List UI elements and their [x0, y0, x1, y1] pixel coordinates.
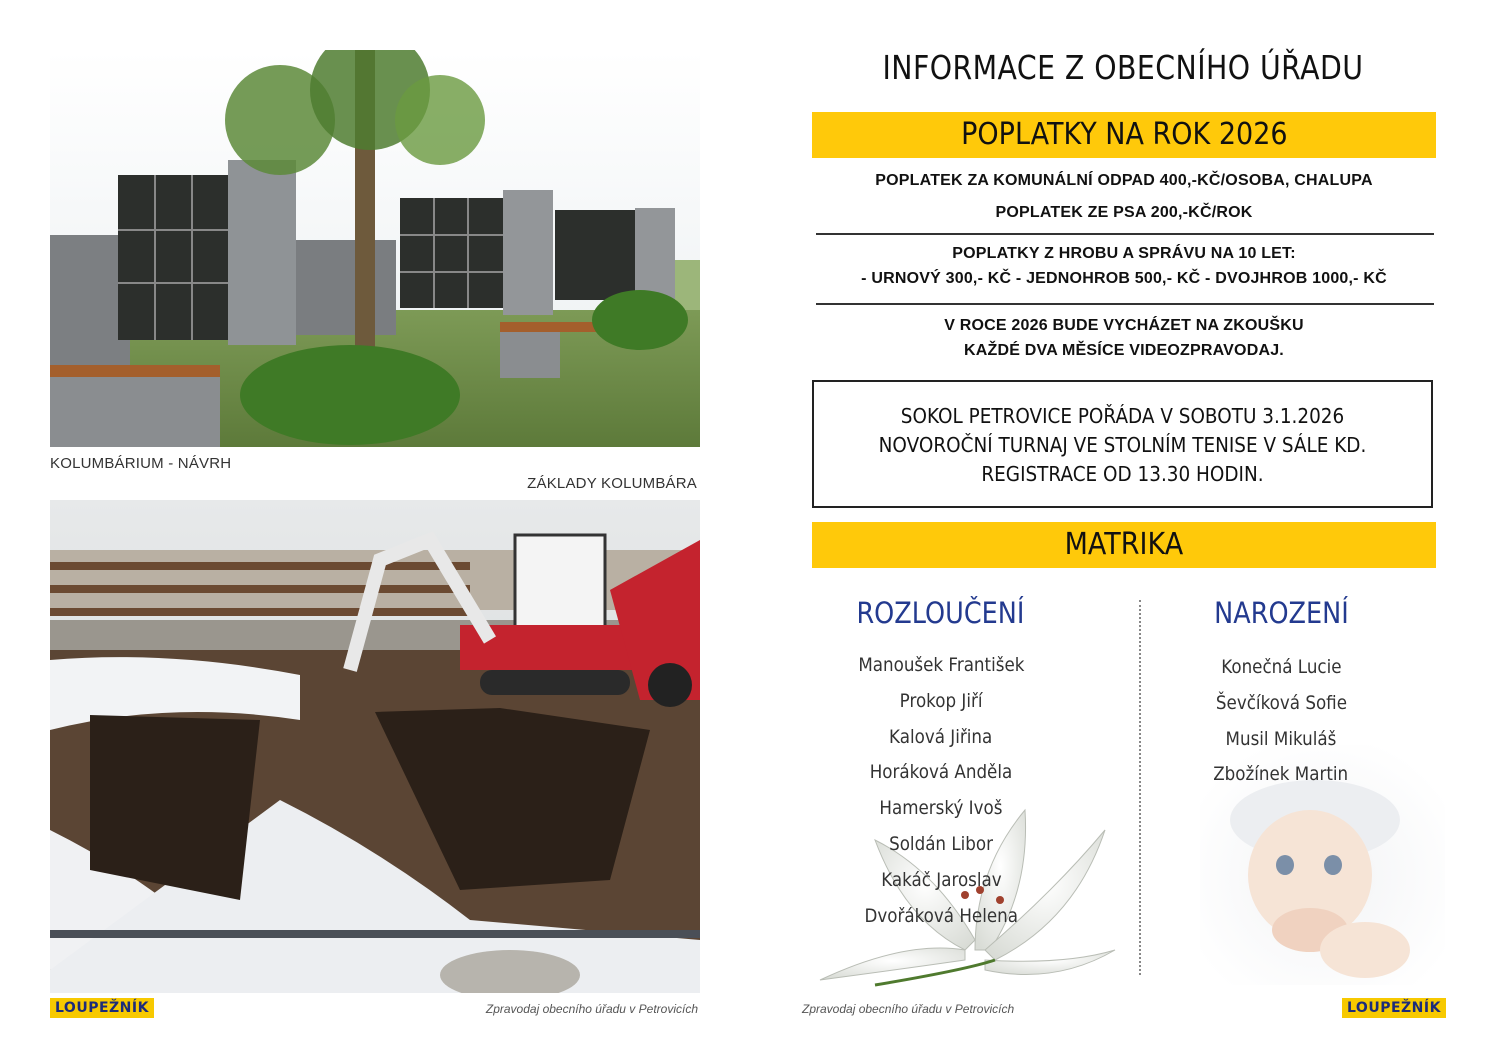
list-item: Musil Mikuláš	[1225, 727, 1337, 750]
fee-grave-heading: POPLATKY Z HROBU A SPRÁVU NA 10 LET:	[952, 245, 1296, 262]
brand-logo: LOUPEŽNÍK	[50, 998, 154, 1018]
columbarium-caption: KOLUMBÁRIUM - NÁVRH	[50, 455, 232, 472]
matrika-heading: MATRIKA	[1064, 527, 1184, 562]
video-news-note-line2: KAŽDÉ DVA MĚSÍCE VIDEOZPRAVODAJ.	[964, 342, 1284, 359]
list-item: Hamerský Ivoš	[879, 797, 1003, 820]
fee-waste: POPLATEK ZA KOMUNÁLNÍ ODPAD 400,-KČ/OSOBA, CHALUPA	[875, 172, 1373, 189]
page-footer: Zpravodaj obecního úřadu v Petrovicích	[485, 1002, 698, 1016]
births-list	[1131, 653, 1431, 796]
brand-logo: LOUPEŽNÍK	[1342, 998, 1446, 1018]
foundation-caption: ZÁKLADY KOLUMBÁRA	[527, 475, 697, 492]
event-line: REGISTRACE OD 13.30 HODIN.	[981, 462, 1264, 486]
list-item: Kakáč Jaroslav	[880, 868, 1002, 891]
event-line: SOKOL PETROVICE POŘÁDA V SOBOTU 3.1.2026	[900, 404, 1345, 428]
matrika-heading-bar	[812, 522, 1436, 568]
event-line: NOVOROČNÍ TURNAJ VE STOLNÍM TENISE V SÁLE KD.	[878, 433, 1367, 457]
deaths-heading	[790, 596, 1090, 630]
list-item: Ševčíková Sofie	[1215, 691, 1347, 714]
fees-heading-bar	[812, 112, 1436, 158]
list-item: Zbožínek Martin	[1213, 763, 1349, 786]
columbarium-foundation-image	[50, 500, 700, 993]
columbarium-design-image	[50, 50, 700, 447]
births-heading-text: NAROZENÍ	[1213, 596, 1349, 630]
deaths-list	[791, 651, 1091, 937]
list-item: Soldán Libor	[889, 832, 993, 855]
list-item: Kalová Jiřina	[889, 725, 993, 748]
fee-grave-prices: - URNOVÝ 300,- KČ - JEDNOHROB 500,- KČ - DVOJHROB 1000,- KČ	[861, 270, 1387, 287]
births-heading	[1131, 596, 1431, 630]
list-item: Konečná Lucie	[1220, 656, 1342, 678]
fee-dog: POPLATEK ZE PSA 200,-KČ/ROK	[995, 204, 1253, 221]
fees-heading: POPLATKY NA ROK 2026	[960, 117, 1288, 152]
page-footer: Zpravodaj obecního úřadu v Petrovicích	[802, 1002, 1015, 1016]
deaths-heading-text: ROZLOUČENÍ	[856, 596, 1024, 630]
list-item: Prokop Jiří	[899, 689, 983, 712]
event-announcement-box	[812, 380, 1433, 508]
list-item: Manoušek František	[857, 654, 1025, 676]
page-title: INFORMACE Z OBECNÍHO ÚŘADU	[882, 48, 1364, 87]
list-item: Horáková Anděla	[869, 761, 1013, 784]
divider-rule	[816, 303, 1434, 305]
divider-rule	[816, 233, 1434, 235]
list-item: Dvořáková Helena	[864, 904, 1018, 927]
video-news-note-line1: V ROCE 2026 BUDE VYCHÁZET NA ZKOUŠKU	[944, 317, 1304, 334]
